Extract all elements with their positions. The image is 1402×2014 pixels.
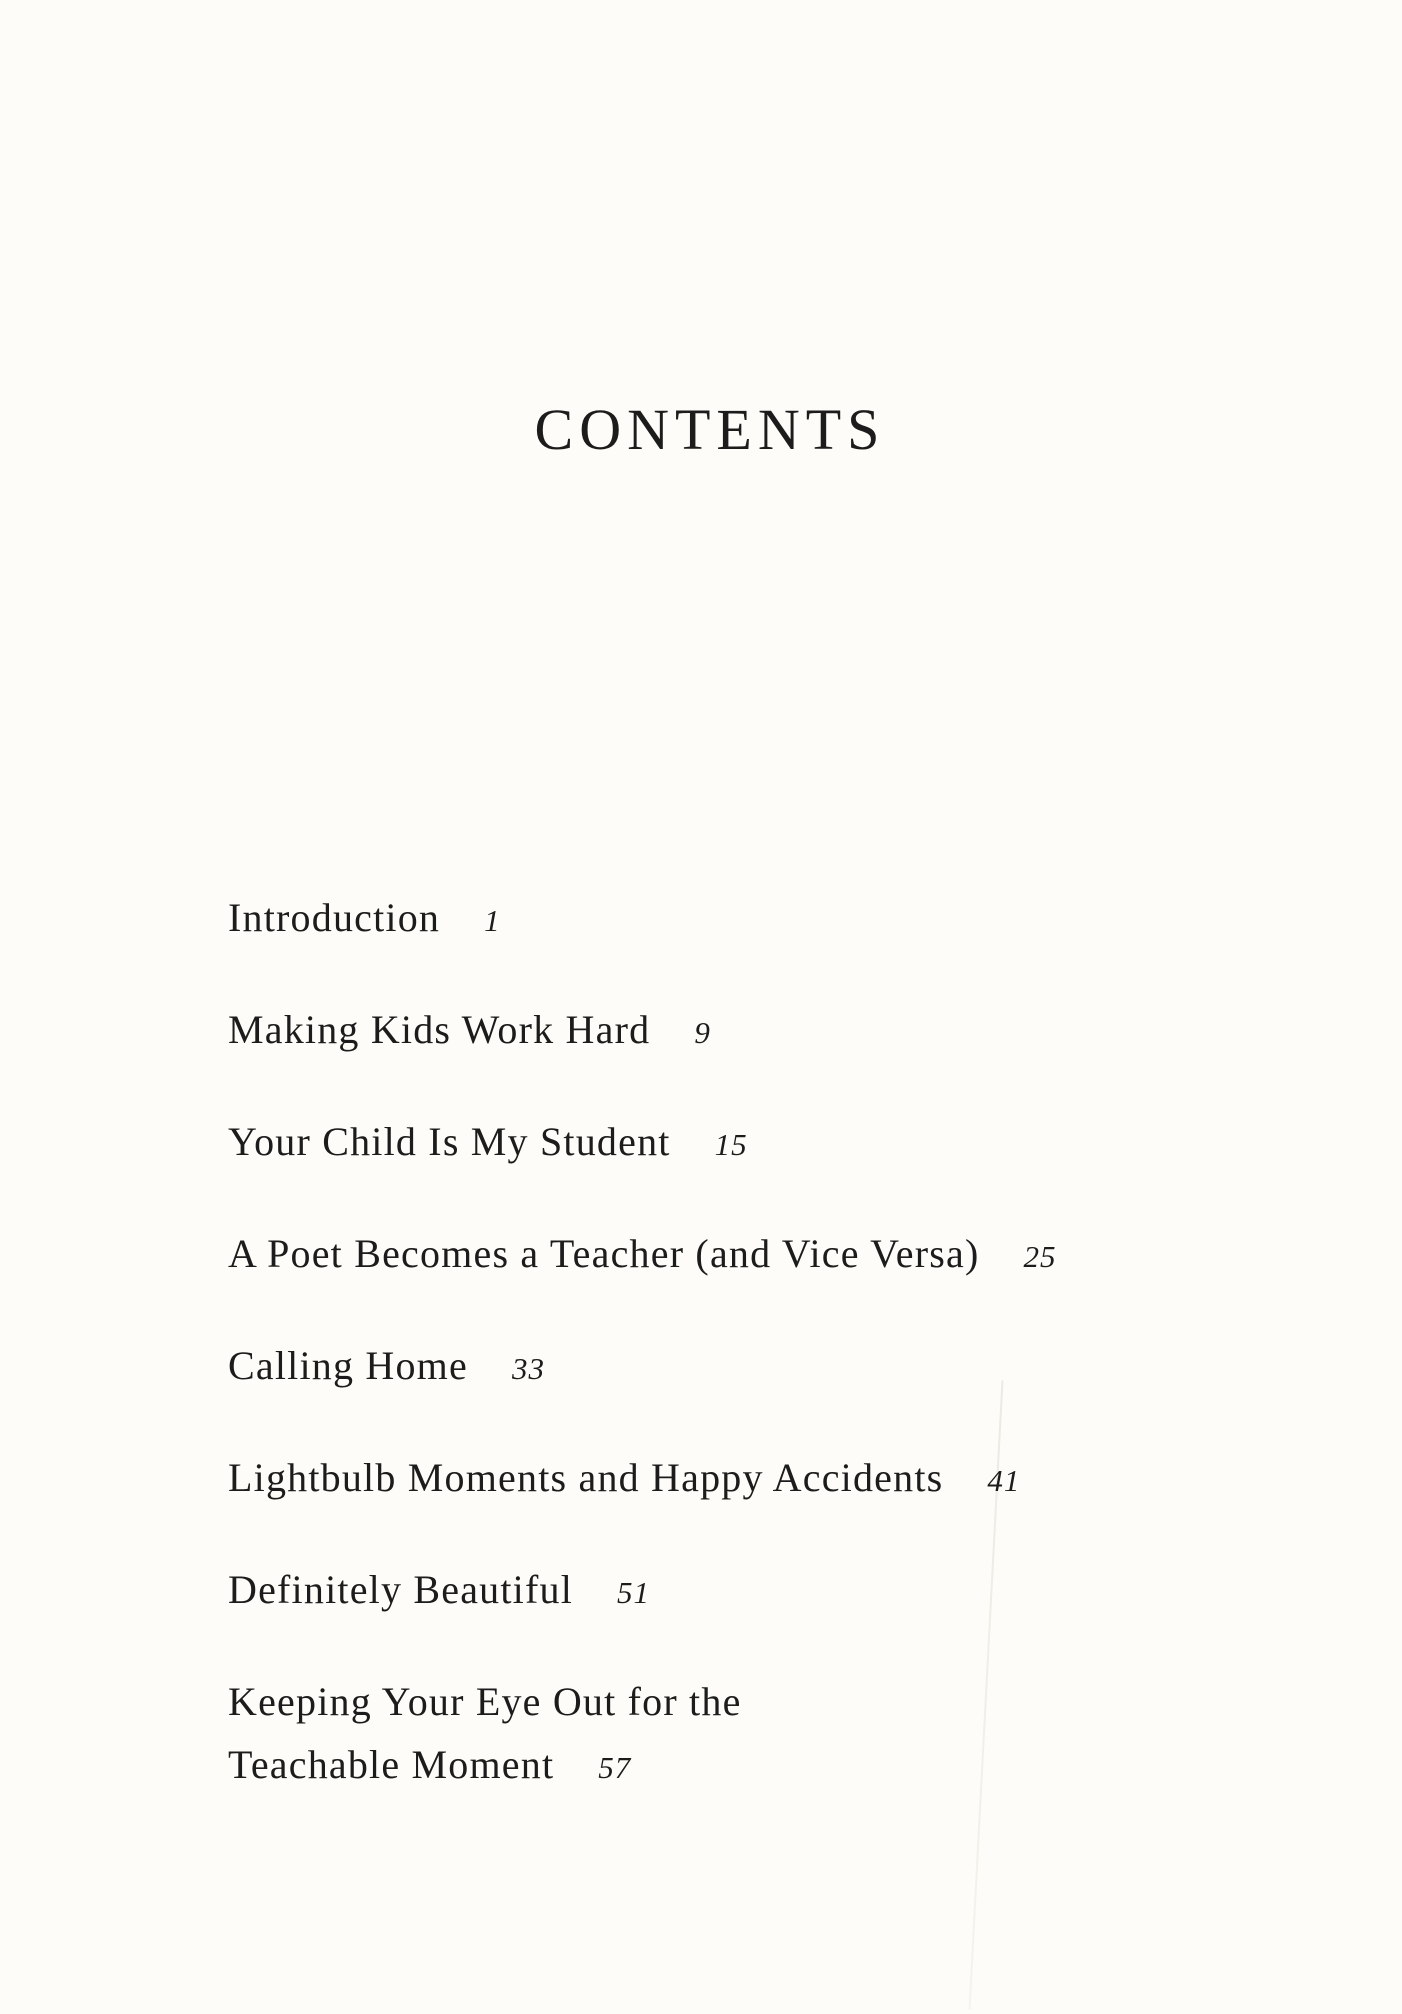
toc-entry-title: Definitely Beautiful xyxy=(228,1567,574,1612)
toc-entry-page: 33 xyxy=(511,1351,545,1386)
toc-entry-title: Lightbulb Moments and Happy Accidents xyxy=(228,1455,944,1500)
toc-entry[interactable] xyxy=(228,1558,1328,1624)
toc-entry-page: 51 xyxy=(617,1575,651,1610)
toc-entry[interactable] xyxy=(228,1334,1328,1400)
page-title: CONTENTS xyxy=(534,397,886,462)
toc-entry-page: 9 xyxy=(694,1015,711,1050)
toc-entry[interactable] xyxy=(228,1222,1328,1288)
toc-entry-title: Making Kids Work Hard xyxy=(228,1007,651,1052)
toc-entry-title-line-1: Keeping Your Eye Out for the xyxy=(228,1679,742,1724)
toc-entry[interactable] xyxy=(228,1670,1328,1799)
toc-entry-page: 57 xyxy=(598,1750,632,1785)
toc-entry-page: 1 xyxy=(484,903,501,938)
toc-entry-page: 41 xyxy=(987,1463,1021,1498)
toc-entry-page: 15 xyxy=(714,1127,748,1162)
toc-entry-title: Your Child Is My Student xyxy=(228,1119,671,1164)
toc-entry-title: A Poet Becomes a Teacher (and Vice Versa) xyxy=(228,1231,980,1276)
toc-entry-page: 25 xyxy=(1023,1239,1057,1274)
table-of-contents xyxy=(228,886,1328,1845)
toc-entry[interactable] xyxy=(228,1110,1328,1176)
toc-entry-title-line-2: Teachable Moment xyxy=(228,1742,555,1787)
toc-entry[interactable] xyxy=(228,1446,1328,1512)
toc-entry[interactable] xyxy=(228,998,1328,1064)
toc-entry[interactable] xyxy=(228,886,1328,952)
toc-entry-title: Introduction xyxy=(228,895,441,940)
toc-entry-title: Calling Home xyxy=(228,1343,468,1388)
